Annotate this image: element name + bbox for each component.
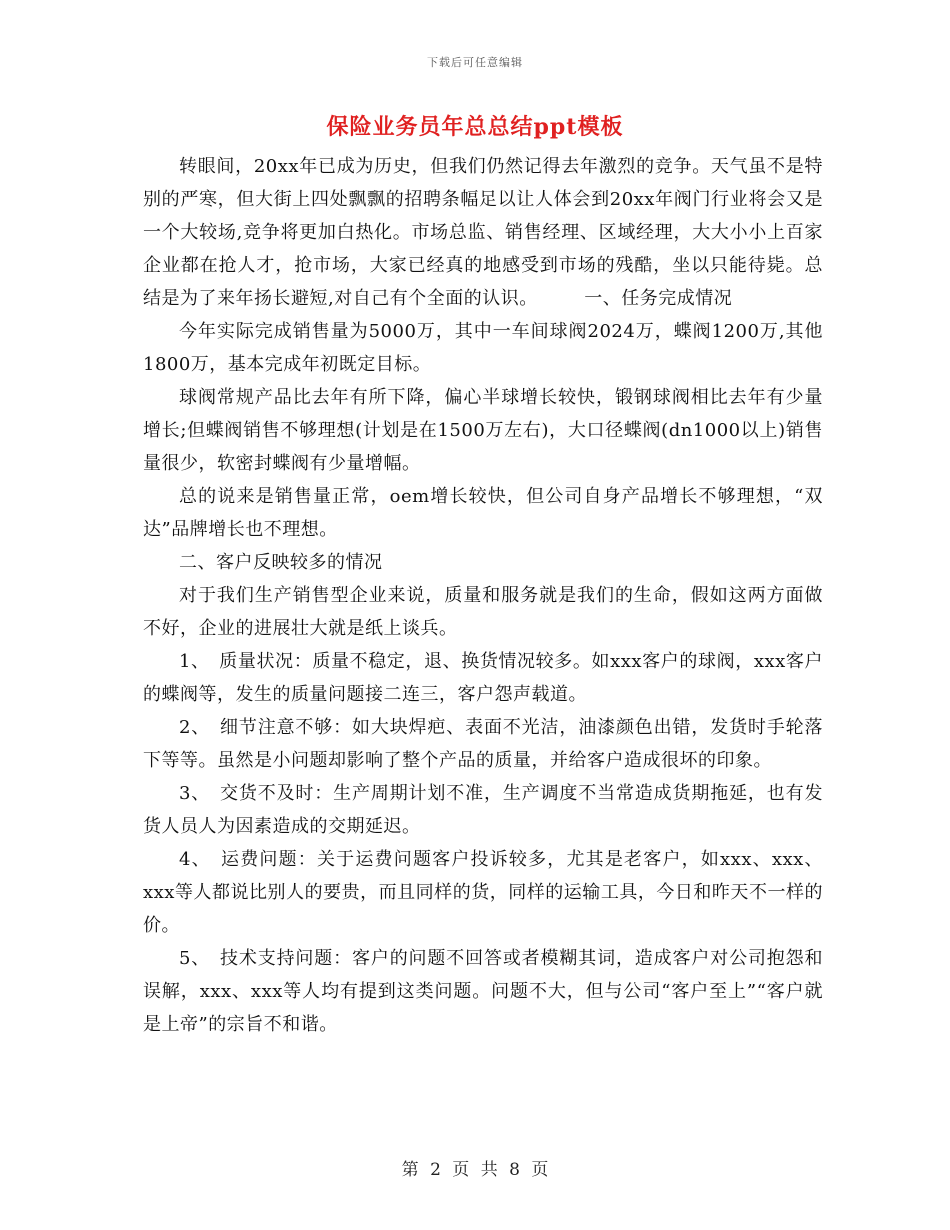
list-item-tech-support: 5、 技术支持问题：客户的问题不回答或者模糊其词，造成客户对公司抱怨和误解，xxx、xxx等人均有提到这类问题。问题不大，但与公司“客户至上”“客户就是上帝”的宗旨不和谐。 <box>143 948 823 1035</box>
list-item-delivery: 3、 交货不及时：生产周期计划不准，生产调度不当常造成货期拖延，也有发货人员人为因素造成的交期延迟。 <box>143 783 823 837</box>
page-footer: 第 2 页 共 8 页 <box>401 1160 549 1180</box>
paragraph-intro: 转眼间，20xx年已成为历史，但我们仍然记得去年激烈的竞争。天气虽不是特别的严寒，但大街上四处飘飘的招聘条幅足以让人体会到20xx年阀门行业将会又是一个大较场,竞争将更加白热化。市场总监、销售经理、区域经理，大大小小上百家企业都在抢人才，抢市场，大家已经真的地感受到市场的残酷，坐以只能待毙。总结是为了来年扬长避短,对自己有个全面的认识。 一、任务完成情况 <box>143 156 823 309</box>
paragraph-sales-total: 今年实际完成销售量为5000万，其中一车间球阀2024万，蝶阀1200万,其他1800万，基本完成年初既定目标。 <box>143 321 823 375</box>
section-heading-customer-feedback: 二、客户反映较多的情况 <box>179 552 383 573</box>
document-body <box>143 150 823 1041</box>
document-title: 保险业务员年总总结ppt模板 <box>326 114 624 140</box>
list-item-quality: 1、 质量状况：质量不稳定，退、换货情况较多。如xxx客户的球阀，xxx客户的蝶阀等，发生的质量问题接二连三，客户怨声载道。 <box>143 651 823 705</box>
list-item-freight: 4、 运费问题：关于运费问题客户投诉较多，尤其是老客户，如xxx、xxx、xxx等人都说比别人的要贵，而且同样的货，同样的运输工具，今日和昨天不一样的价。 <box>143 849 823 936</box>
paragraph-overall: 总的说来是销售量正常，oem增长较快，但公司自身产品增长不够理想，“双达”品牌增长也不理想。 <box>143 486 823 540</box>
header-note: 下载后可任意编辑 <box>427 56 523 69</box>
paragraph-quality-service: 对于我们生产销售型企业来说，质量和服务就是我们的生命，假如这两方面做不好，企业的进展壮大就是纸上谈兵。 <box>143 585 823 639</box>
paragraph-product-trend: 球阀常规产品比去年有所下降，偏心半球增长较快，锻钢球阀相比去年有少量增长;但蝶阀销售不够理想(计划是在1500万左右)，大口径蝶阀(dn1000以上)销售量很少，软密封蝶阀有少量增幅。 <box>143 387 823 474</box>
list-item-details: 2、 细节注意不够：如大块焊疤、表面不光洁，油漆颜色出错，发货时手轮落下等等。虽然是小问题却影响了整个产品的质量，并给客户造成很坏的印象。 <box>143 717 823 771</box>
